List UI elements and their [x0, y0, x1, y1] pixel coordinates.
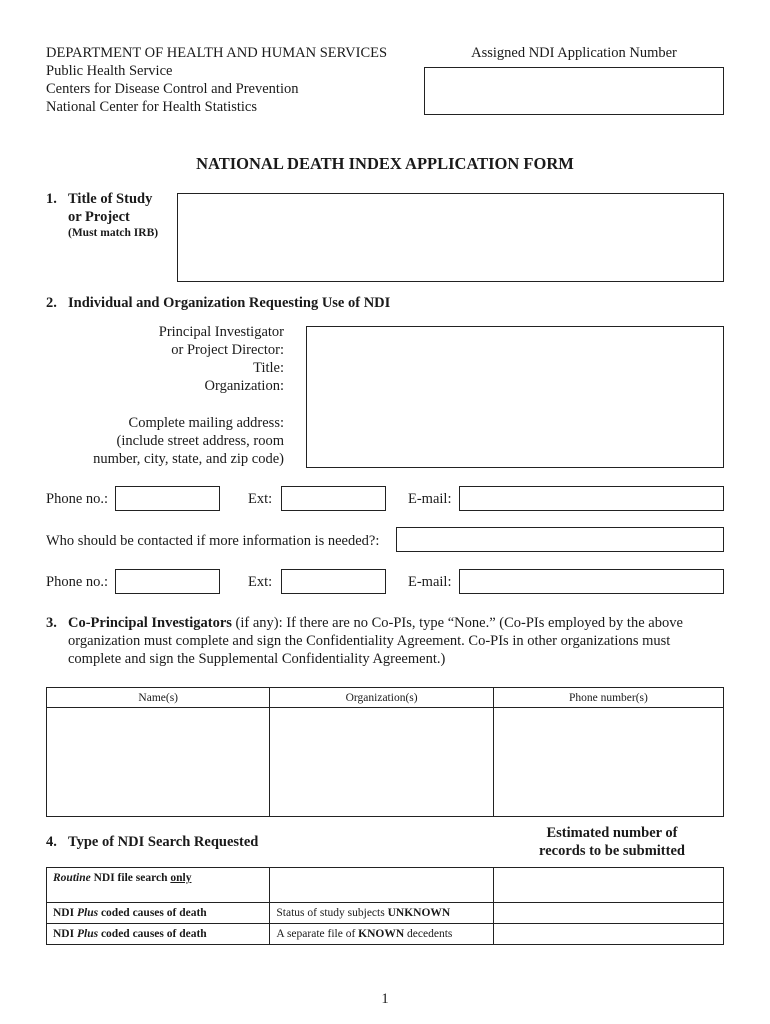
co-pi-table	[46, 687, 724, 817]
status-known: KNOWN	[358, 928, 405, 940]
estimated-line: records to be submitted	[539, 843, 685, 859]
co-pi-organizations-cell[interactable]	[270, 708, 493, 817]
agency-header	[46, 44, 387, 116]
routine-italic: Routine	[53, 872, 91, 884]
ext2-label: Ext:	[248, 574, 273, 590]
col-header-organizations: Organization(s)	[270, 688, 493, 708]
section3-number	[46, 614, 57, 632]
estimated-line: Estimated number of	[546, 825, 678, 841]
pi-label: Organization:	[204, 378, 284, 394]
routine-rest: NDI file search	[90, 872, 171, 884]
co-pi-names-cell[interactable]	[47, 708, 270, 817]
phone2-label: Phone no.:	[46, 574, 109, 590]
agency-line: Centers for Disease Control and Prevention	[46, 81, 299, 97]
routine-only: only	[170, 872, 192, 884]
agency-line: DEPARTMENT OF HEALTH AND HUMAN SERVICES	[46, 45, 388, 61]
plus-unknown-count-cell[interactable]	[493, 903, 723, 924]
ndi-number-field[interactable]	[424, 67, 724, 115]
routine-status-cell	[270, 868, 493, 903]
status-unknown: UNKNOWN	[387, 907, 451, 919]
contact-question: Who should be contacted if more information is needed?:	[46, 533, 380, 549]
routine-label	[47, 868, 270, 903]
ext-field[interactable]	[281, 486, 386, 511]
search-row-routine	[47, 868, 724, 903]
ext-label: Ext:	[248, 491, 273, 507]
section1-label-line: Title of Study	[68, 191, 153, 207]
email2-label: E-mail:	[408, 574, 452, 590]
co-pi-entry-row	[47, 708, 724, 817]
plus-unknown-status	[270, 903, 493, 924]
plus-known-label	[47, 924, 270, 945]
pi-labels	[60, 323, 284, 395]
plus-italic: Plus	[76, 928, 99, 940]
section1-number: 1.	[46, 191, 57, 207]
phone-label: Phone no.:	[46, 491, 109, 507]
section3-text	[68, 614, 738, 668]
plus-rest: coded causes of death	[98, 928, 207, 940]
search-type-table	[46, 867, 724, 945]
ndi-number-label: Assigned NDI Application Number	[471, 45, 677, 61]
col-header-names: Name(s)	[47, 688, 270, 708]
section3-line3: complete and sign the Supplemental Confidentiality Agreement.)	[68, 651, 446, 667]
pi-label: or Project Director:	[171, 342, 284, 358]
co-pi-header-row	[47, 688, 724, 708]
study-title-field[interactable]	[177, 193, 724, 282]
routine-count-cell[interactable]	[493, 868, 723, 903]
agency-line: National Center for Health Statistics	[46, 99, 258, 115]
section2-number: 2.	[46, 295, 57, 311]
plus-known-count-cell[interactable]	[493, 924, 723, 945]
form-title: NATIONAL DEATH INDEX APPLICATION FORM	[196, 154, 574, 173]
email-field[interactable]	[459, 486, 724, 511]
section4-number: 4.	[46, 834, 57, 850]
section3-heading: Co-Principal Investigators	[68, 615, 232, 631]
status-prefix: A separate file of	[276, 928, 359, 940]
section2-heading: Individual and Organization Requesting Use of NDI	[68, 295, 391, 311]
plus-known-status	[270, 924, 493, 945]
plus-prefix: NDI	[53, 907, 77, 919]
email-label: E-mail:	[408, 491, 452, 507]
plus-unknown-label	[47, 903, 270, 924]
col-header-phones: Phone number(s)	[493, 688, 723, 708]
plus-rest: coded causes of death	[98, 907, 207, 919]
section3-line1	[68, 614, 738, 632]
agency-line: Public Health Service	[46, 63, 173, 79]
status-suffix: decedents	[404, 928, 453, 940]
pi-address-field[interactable]	[306, 326, 724, 468]
ext2-field[interactable]	[281, 569, 386, 594]
page-number: 1	[381, 991, 389, 1007]
estimated-records-header	[498, 824, 726, 860]
section1-label	[68, 190, 158, 241]
contact-field[interactable]	[396, 527, 724, 552]
address-label: (include street address, room	[116, 433, 284, 449]
phone2-field[interactable]	[115, 569, 220, 594]
co-pi-phones-cell[interactable]	[493, 708, 723, 817]
pi-label: Principal Investigator	[158, 324, 284, 340]
plus-italic: Plus	[76, 907, 99, 919]
status-prefix: Status of study subjects	[276, 907, 388, 919]
email2-field[interactable]	[459, 569, 724, 594]
address-labels	[40, 414, 284, 468]
address-label: number, city, state, and zip code)	[93, 451, 284, 467]
plus-prefix: NDI	[53, 928, 77, 940]
phone-field[interactable]	[115, 486, 220, 511]
search-row-plus-known	[47, 924, 724, 945]
section3-line2: organization must complete and sign the Confidentiality Agreement. Co-PIs in other organizations must	[68, 633, 671, 649]
address-label: Complete mailing address:	[128, 415, 284, 431]
section1-label-line: or Project	[68, 209, 130, 225]
section4-heading: Type of NDI Search Requested	[68, 834, 259, 850]
pi-label: Title:	[253, 360, 284, 376]
section1-note: (Must match IRB)	[68, 227, 159, 239]
section3-line1-rest: (if any): If there are no Co-PIs, type “None.” (Co-PIs employed by the above	[231, 615, 683, 631]
search-row-plus-unknown	[47, 903, 724, 924]
section3-number-text: 3.	[46, 615, 57, 631]
